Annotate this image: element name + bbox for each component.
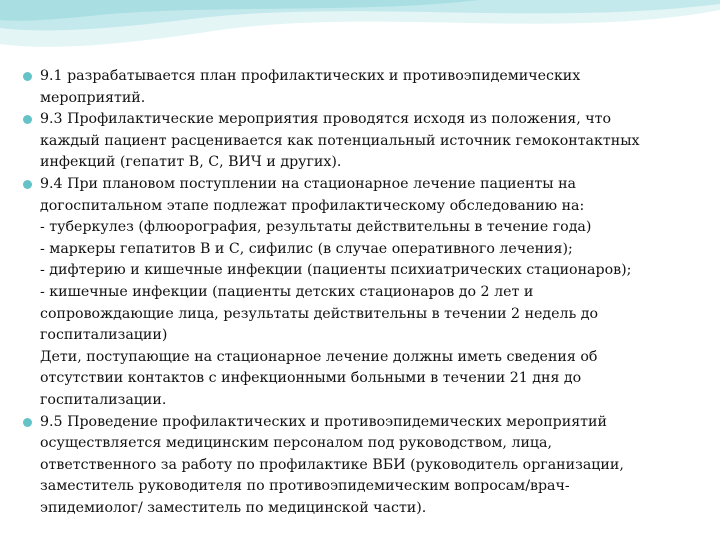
content-area (20, 66, 710, 519)
text-line: Дети, поступающие на стационарное лечение должны иметь сведения об (40, 348, 598, 365)
text-line: отсутствии контактов с инфекционными больными в течении 21 дня до (40, 370, 582, 387)
text-line: заместитель руководителя по противоэпидемическим вопросам/врач- (40, 478, 570, 495)
bullet-dot-icon (23, 115, 32, 124)
bullet-item-9-3 (20, 109, 710, 174)
text-line: - дифтерию и кишечные инфекции (пациенты психиатрических стационаров); (40, 262, 632, 279)
text-line: каждый пациент расценивается как потенциальный источник гемоконтактных (40, 132, 640, 149)
text-line: 9.3 Профилактические мероприятия проводятся исходя из положения, что (40, 111, 612, 128)
bullet-item-9-5 (20, 412, 710, 520)
bullet-item-9-1 (20, 66, 710, 109)
text-line: мероприятий. (40, 89, 146, 106)
text-line: эпидемиолог/ заместитель по медицинской части). (40, 499, 427, 516)
bullet-dot-icon (23, 180, 32, 189)
bullet-dot-icon (23, 418, 32, 427)
text-line: - маркеры гепатитов В и С, сифилис (в случае оперативного лечения); (40, 240, 573, 257)
text-line: сопровождающие лица, результаты действительны в течении 2 недель до (40, 305, 599, 322)
text-line: инфекций (гепатит В, С, ВИЧ и других). (40, 154, 342, 171)
bullet-list (20, 66, 710, 519)
text-line: ответственного за работу по профилактике ВБИ (руководитель организации, (40, 456, 624, 473)
text-line: - кишечные инфекции (пациенты детских стационаров до 2 лет и (40, 283, 534, 300)
text-line: 9.4 При плановом поступлении на стационарное лечение пациенты на (40, 175, 576, 192)
text-line: - туберкулез (флюорография, результаты действительны в течение года) (40, 219, 592, 236)
bullet-dot-icon (23, 72, 32, 81)
text-line: 9.5 Проведение профилактических и противоэпидемических мероприятий (40, 413, 607, 430)
text-line: догоспитальном этапе подлежат профилактическому обследованию на: (40, 197, 585, 214)
bullet-item-9-4 (20, 174, 710, 412)
text-line: 9.1 разрабатывается план профилактических и противоэпидемических (40, 68, 581, 84)
text-line: госпитализации. (40, 391, 167, 408)
text-line: осуществляется медицинским персоналом под руководством, лица, (40, 435, 553, 452)
text-line: госпитализации) (40, 327, 168, 344)
